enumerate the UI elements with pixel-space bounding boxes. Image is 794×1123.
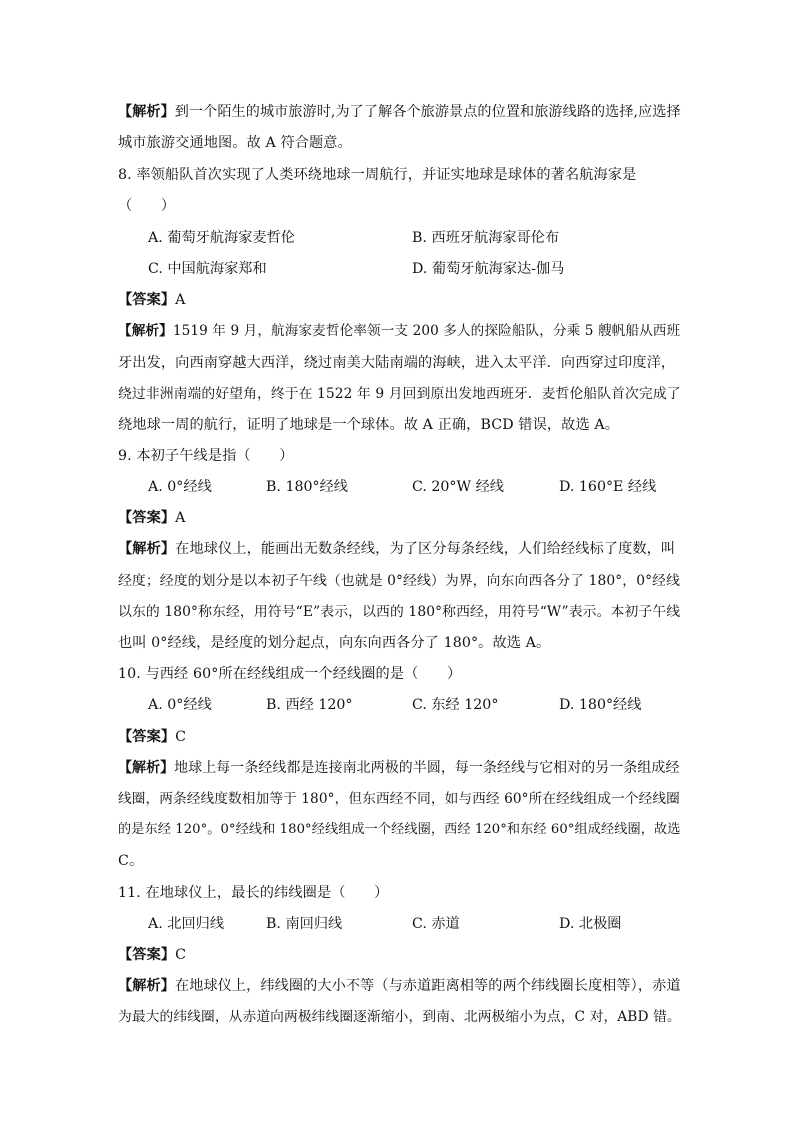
analysis-tag: 【解析】 xyxy=(118,978,175,994)
q8-option-d: D. 葡萄牙航海家达-伽马 xyxy=(412,261,565,277)
analysis-tag: 【解析】 xyxy=(118,104,175,120)
q11-option-a: A. 北回归线 xyxy=(148,916,225,932)
q9-analysis-line-4: 也叫 0°经线，是经度的划分起点，向东向西各分了 180°。故选 A。 xyxy=(118,635,551,651)
answer-tag: 【答案】 xyxy=(118,729,176,745)
q11-answer: 【答案】C xyxy=(118,947,187,963)
q8-option-b: B. 西班牙航海家哥伦布 xyxy=(412,230,560,246)
analysis-tag: 【解析】 xyxy=(118,323,173,339)
q10-analysis-line-2: 线圈，两条经线度数相加等于 180°，但东西经不同，如与西经 60°所在经线组成一个经线圈 xyxy=(118,791,680,807)
q9-option-d: D. 160°E 经线 xyxy=(559,479,657,495)
q7-analysis-line-2: 城市旅游交通地图。故 A 符合题意。 xyxy=(118,135,352,151)
q10-option-a: A. 0°经线 xyxy=(148,697,212,713)
q11-option-b: B. 南回归线 xyxy=(266,916,343,932)
q8-answer-blank: （ ） xyxy=(118,198,176,214)
q10-answer: 【答案】C xyxy=(118,729,187,745)
q9-option-c: C. 20°W 经线 xyxy=(412,479,504,495)
q10-analysis-line-4: C。 xyxy=(118,853,144,869)
q10-option-d: D. 180°经线 xyxy=(559,697,642,713)
q9-stem: 9. 本初子午线是指（ ） xyxy=(118,448,294,464)
q8-option-a: A. 葡萄牙航海家麦哲伦 xyxy=(148,230,295,246)
analysis-tag: 【解析】 xyxy=(118,760,175,776)
answer-tag: 【答案】 xyxy=(118,292,176,308)
q9-analysis-line-3: 以东的 180°称东经，用符号“E”表示，以西的 180°称西经，用符号“W”表示。本初子午线 xyxy=(118,604,681,620)
q10-analysis-line-3: 的是东经 120°。0°经线和 180°经线组成一个经线圈，西经 120°和东经 60°组成经线圈，故选 xyxy=(118,822,681,837)
q11-option-d: D. 北极圈 xyxy=(559,916,622,932)
q7-analysis-line-1: 【解析】到一个陌生的城市旅游时,为了了解各个旅游景点的位置和旅游线路的选择,应选择 xyxy=(118,104,681,120)
q11-stem: 11. 在地球仪上，最长的纬线圈是（ ） xyxy=(118,885,389,901)
q10-stem: 10. 与西经 60°所在经线组成一个经线圈的是（ ） xyxy=(118,666,462,682)
answer-tag: 【答案】 xyxy=(118,947,176,963)
q8-answer: 【答案】A xyxy=(118,292,186,308)
answer-tag: 【答案】 xyxy=(118,510,176,526)
q8-analysis-line-4: 绕地球一周的航行，证明了地球是一个球体。故 A 正确，BCD 错误，故选 A。 xyxy=(118,417,619,433)
q9-analysis-line-1: 【解析】在地球仪上，能画出无数条经线，为了区分每条经线，人们给经线标了度数，叫 xyxy=(118,541,676,557)
q8-stem: 8. 率领船队首次实现了人类环绕地球一周航行，并证实地球是球体的著名航海家是 xyxy=(118,167,637,183)
q10-option-c: C. 东经 120° xyxy=(412,697,499,713)
q8-analysis-line-1: 【解析】1519 年 9 月，航海家麦哲伦率领一支 200 多人的探险船队，分乘 5 艘帆船从西班 xyxy=(118,323,681,339)
analysis-tag: 【解析】 xyxy=(118,541,176,557)
q9-option-b: B. 180°经线 xyxy=(266,479,348,495)
q9-answer: 【答案】A xyxy=(118,510,186,526)
q10-option-b: B. 西经 120° xyxy=(266,697,353,713)
q9-option-a: A. 0°经线 xyxy=(148,479,212,495)
q11-analysis-line-1: 【解析】在地球仪上，纬线圈的大小不等（与赤道距离相等的两个纬线圈长度相等），赤道 xyxy=(118,978,681,994)
q11-analysis-line-2: 为最大的纬线圈，从赤道向两极纬线圈逐渐缩小，到南、北两极缩小为点，C 对，ABD 错。 xyxy=(118,1009,681,1025)
q8-analysis-line-3: 绕过非洲南端的好望角，终于在 1522 年 9 月回到原出发地西班牙．麦哲伦船队首次完成了 xyxy=(118,386,681,402)
q8-option-c: C. 中国航海家郑和 xyxy=(148,261,267,277)
q10-analysis-line-1: 【解析】地球上每一条经线都是连接南北两极的半圆，每一条经线与它相对的另一条组成经 xyxy=(118,760,680,776)
q11-option-c: C. 赤道 xyxy=(412,916,460,932)
q8-analysis-line-2: 牙出发，向西南穿越大西洋，绕过南美大陆南端的海峡，进入太平洋．向西穿过印度洋， xyxy=(118,355,676,371)
q9-analysis-line-2: 经度；经度的划分是以本初子午线（也就是 0°经线）为界，向东向西各分了 180°，0°经线 xyxy=(118,573,681,589)
